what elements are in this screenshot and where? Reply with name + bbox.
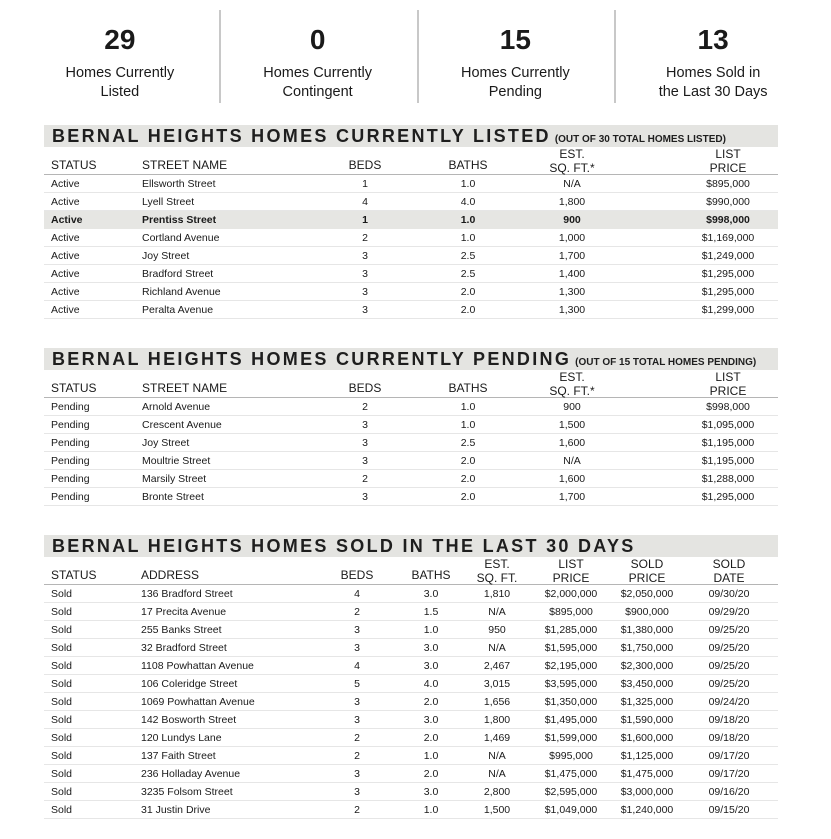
cell-baths: 2.0 xyxy=(423,696,439,708)
cell-status: Active xyxy=(51,268,80,280)
header-sqft-line1: EST. xyxy=(559,147,585,161)
header-sqft xyxy=(477,557,518,585)
cell-beds: 3 xyxy=(354,696,360,708)
cell-list: $1,595,000 xyxy=(544,642,598,654)
table-row xyxy=(44,416,778,434)
table-row xyxy=(44,283,778,301)
cell-date: 09/25/20 xyxy=(708,624,750,636)
table-row xyxy=(44,801,778,819)
cell-street: Moultrie Street xyxy=(142,455,211,467)
cell-list: $2,595,000 xyxy=(544,786,598,798)
cell-beds: 3 xyxy=(362,491,368,503)
cell-sqft: 1,810 xyxy=(483,588,511,600)
stat-number: 13 xyxy=(697,24,729,55)
table-header xyxy=(44,147,778,175)
cell-beds: 3 xyxy=(362,455,368,467)
cell-sqft: 1,600 xyxy=(558,437,586,449)
section-title-text: BERNAL HEIGHTS HOMES SOLD IN THE LAST 30 DAYS xyxy=(52,536,636,556)
cell-beds: 2 xyxy=(354,606,360,618)
cell-sqft: 900 xyxy=(563,401,581,413)
table-row xyxy=(44,193,778,211)
cell-sqft: N/A xyxy=(488,750,506,762)
cell-status: Sold xyxy=(51,750,73,762)
cell-list: $1,599,000 xyxy=(544,732,598,744)
cell-sqft: 1,700 xyxy=(558,491,586,503)
cell-sold: $1,380,000 xyxy=(620,624,674,636)
cell-status: Sold xyxy=(51,714,73,726)
cell-baths: 4.0 xyxy=(423,678,439,690)
table-row xyxy=(44,621,778,639)
section-title-text: BERNAL HEIGHTS HOMES CURRENTLY LISTED xyxy=(52,126,551,146)
header-baths: BATHS xyxy=(411,568,451,582)
cell-sqft: 1,500 xyxy=(483,804,511,816)
table-row xyxy=(44,747,778,765)
cell-status: Sold xyxy=(51,768,73,780)
cell-beds: 3 xyxy=(362,286,368,298)
stat-number: 29 xyxy=(104,24,136,55)
cell-baths: 3.0 xyxy=(423,588,439,600)
stat-label-line2: Pending xyxy=(488,84,542,100)
cell-status: Pending xyxy=(51,473,90,485)
cell-street: Joy Street xyxy=(142,437,190,449)
listed-section xyxy=(44,125,778,319)
table-row xyxy=(44,488,778,506)
stat-label-line2: the Last 30 Days xyxy=(658,84,768,100)
cell-list: $2,000,000 xyxy=(544,588,598,600)
table-row xyxy=(44,693,778,711)
cell-baths: 2.0 xyxy=(423,732,439,744)
cell-date: 09/25/20 xyxy=(708,660,750,672)
cell-list: $1,350,000 xyxy=(544,696,598,708)
cell-beds: 2 xyxy=(354,732,360,744)
cell-baths: 2.0 xyxy=(460,286,476,298)
header-price-line1: LIST xyxy=(715,370,741,384)
cell-status: Active xyxy=(51,178,80,190)
cell-date: 09/24/20 xyxy=(708,696,750,708)
table-row xyxy=(44,247,778,265)
table-row xyxy=(44,585,778,603)
cell-price: $1,295,000 xyxy=(701,286,755,298)
table-row xyxy=(44,452,778,470)
table-row xyxy=(44,729,778,747)
cell-date: 09/30/20 xyxy=(708,588,750,600)
stat-number: 15 xyxy=(499,24,531,55)
cell-price: $1,295,000 xyxy=(701,491,755,503)
table-header xyxy=(44,557,778,585)
sold-section xyxy=(44,535,778,819)
summary-stats xyxy=(21,10,812,103)
cell-baths: 3.0 xyxy=(423,714,439,726)
cell-date: 09/17/20 xyxy=(708,768,750,780)
stat-pending xyxy=(417,10,615,103)
stat-label-line1: Homes Currently xyxy=(65,65,175,81)
header-beds: BEDS xyxy=(340,568,374,582)
cell-status: Sold xyxy=(51,642,73,654)
cell-price: $990,000 xyxy=(706,196,750,208)
cell-beds: 4 xyxy=(354,588,360,600)
cell-baths: 2.5 xyxy=(460,250,476,262)
cell-beds: 3 xyxy=(362,250,368,262)
cell-baths: 1.0 xyxy=(460,214,476,226)
cell-sqft: N/A xyxy=(563,178,581,190)
cell-sold: $3,000,000 xyxy=(620,786,674,798)
cell-sold: $1,325,000 xyxy=(620,696,674,708)
cell-price: $1,195,000 xyxy=(701,437,755,449)
table-row xyxy=(44,175,778,193)
cell-street: Arnold Avenue xyxy=(142,401,211,413)
cell-status: Active xyxy=(51,232,80,244)
cell-beds: 1 xyxy=(362,178,368,190)
header-beds: BEDS xyxy=(348,158,382,172)
header-sqft xyxy=(549,147,594,175)
stat-contingent xyxy=(219,10,417,103)
header-price-line2: PRICE xyxy=(709,161,747,175)
header-status: STATUS xyxy=(51,158,97,172)
cell-status: Active xyxy=(51,214,83,226)
cell-sqft: N/A xyxy=(563,455,581,467)
cell-date: 09/15/20 xyxy=(708,804,750,816)
cell-baths: 2.0 xyxy=(460,491,476,503)
cell-address: 1069 Powhattan Avenue xyxy=(141,696,255,708)
cell-address: 106 Coleridge Street xyxy=(141,678,238,690)
cell-address: 32 Bradford Street xyxy=(141,642,227,654)
cell-sold: $900,000 xyxy=(625,606,669,618)
cell-sqft: 1,300 xyxy=(558,304,586,316)
cell-beds: 3 xyxy=(354,768,360,780)
cell-sqft: 900 xyxy=(563,214,581,226)
cell-sold: $2,300,000 xyxy=(620,660,674,672)
cell-date: 09/25/20 xyxy=(708,678,750,690)
cell-beds: 1 xyxy=(362,214,368,226)
cell-beds: 3 xyxy=(362,268,368,280)
section-title xyxy=(44,348,778,370)
table-row xyxy=(44,639,778,657)
cell-beds: 2 xyxy=(362,232,368,244)
cell-price: $1,169,000 xyxy=(701,232,755,244)
cell-beds: 3 xyxy=(362,304,368,316)
cell-status: Pending xyxy=(51,419,90,431)
cell-street: Crescent Avenue xyxy=(142,419,222,431)
header-sqft-line2: SQ. FT. xyxy=(476,571,518,585)
table-row xyxy=(44,301,778,319)
cell-baths: 2.0 xyxy=(460,304,476,316)
cell-date: 09/18/20 xyxy=(708,732,750,744)
cell-baths: 1.5 xyxy=(423,606,439,618)
cell-beds: 3 xyxy=(354,624,360,636)
header-sqft-line1: EST. xyxy=(559,370,585,384)
cell-date: 09/29/20 xyxy=(708,606,750,618)
cell-price: $1,249,000 xyxy=(701,250,755,262)
cell-beds: 4 xyxy=(354,660,360,672)
cell-sold: $1,750,000 xyxy=(620,642,674,654)
header-list-line1: LIST xyxy=(558,557,584,571)
cell-sqft: 3,015 xyxy=(483,678,511,690)
cell-status: Sold xyxy=(51,786,73,798)
cell-baths: 2.0 xyxy=(460,473,476,485)
cell-baths: 1.0 xyxy=(460,178,476,190)
cell-sold: $3,450,000 xyxy=(620,678,674,690)
cell-sqft: 950 xyxy=(488,624,506,636)
cell-sqft: N/A xyxy=(488,642,506,654)
section-title xyxy=(44,535,778,557)
cell-sold: $1,590,000 xyxy=(620,714,674,726)
section-subtitle: (OUT OF 30 TOTAL HOMES LISTED) xyxy=(554,134,726,145)
header-sqft-line2: SQ. FT.* xyxy=(549,161,595,175)
header-street: STREET NAME xyxy=(142,381,228,395)
cell-status: Active xyxy=(51,250,80,262)
header-sold-date xyxy=(713,557,746,585)
cell-status: Pending xyxy=(51,491,90,503)
stat-label-line2: Listed xyxy=(100,84,140,100)
cell-date: 09/25/20 xyxy=(708,642,750,654)
cell-list: $995,000 xyxy=(549,750,593,762)
cell-beds: 3 xyxy=(362,437,368,449)
table-row xyxy=(44,657,778,675)
table-row xyxy=(44,398,778,416)
cell-sqft: 1,700 xyxy=(558,250,586,262)
cell-price: $1,295,000 xyxy=(701,268,755,280)
header-sqft xyxy=(549,370,594,398)
sold-rows xyxy=(44,585,778,819)
cell-baths: 2.5 xyxy=(460,437,476,449)
cell-sqft: N/A xyxy=(488,606,506,618)
header-baths: BATHS xyxy=(448,158,488,172)
stat-label-line1: Homes Currently xyxy=(460,65,570,81)
cell-sqft: 1,800 xyxy=(483,714,511,726)
cell-baths: 1.0 xyxy=(460,401,476,413)
table-row xyxy=(44,434,778,452)
cell-status: Sold xyxy=(51,804,73,816)
cell-status: Sold xyxy=(51,732,73,744)
table-header xyxy=(44,370,778,398)
cell-price: $1,288,000 xyxy=(701,473,755,485)
stat-label-line1: Homes Currently xyxy=(263,65,373,81)
table-row xyxy=(44,711,778,729)
table-row xyxy=(44,470,778,488)
table-row xyxy=(44,229,778,247)
cell-baths: 1.0 xyxy=(423,750,439,762)
stat-label-line2: Contingent xyxy=(282,84,353,100)
cell-date: 09/16/20 xyxy=(708,786,750,798)
cell-list: $1,049,000 xyxy=(544,804,598,816)
cell-street: Richland Avenue xyxy=(142,286,221,298)
cell-baths: 2.0 xyxy=(460,455,476,467)
cell-sqft: N/A xyxy=(488,768,506,780)
header-list-price xyxy=(710,147,747,175)
stat-listed xyxy=(21,10,219,103)
cell-sqft: 1,300 xyxy=(558,286,586,298)
cell-sqft: 2,467 xyxy=(483,660,511,672)
header-sold-line1: SOLD xyxy=(630,557,664,571)
header-address: ADDRESS xyxy=(141,568,200,582)
cell-date: 09/18/20 xyxy=(708,714,750,726)
cell-beds: 5 xyxy=(354,678,360,690)
table-row xyxy=(44,211,778,229)
cell-price: $1,299,000 xyxy=(701,304,755,316)
cell-status: Active xyxy=(51,286,80,298)
cell-sqft: 1,500 xyxy=(558,419,586,431)
section-title-text: BERNAL HEIGHTS HOMES CURRENTLY PENDING xyxy=(52,349,572,369)
cell-beds: 4 xyxy=(362,196,368,208)
section-title xyxy=(44,125,778,147)
cell-list: $3,595,000 xyxy=(544,678,598,690)
cell-street: Lyell Street xyxy=(142,196,195,208)
cell-status: Sold xyxy=(51,696,73,708)
cell-street: Peralta Avenue xyxy=(142,304,214,316)
cell-sqft: 1,000 xyxy=(558,232,586,244)
cell-address: 255 Banks Street xyxy=(141,624,222,636)
cell-baths: 1.0 xyxy=(423,624,439,636)
cell-status: Sold xyxy=(51,624,73,636)
cell-address: 1108 Powhattan Avenue xyxy=(141,660,254,672)
cell-price: $1,195,000 xyxy=(701,455,755,467)
cell-beds: 2 xyxy=(362,473,368,485)
cell-beds: 3 xyxy=(354,642,360,654)
header-price-line2: PRICE xyxy=(709,384,747,398)
header-beds: BEDS xyxy=(348,381,382,395)
cell-status: Sold xyxy=(51,588,73,600)
pending-rows xyxy=(44,398,778,506)
cell-list: $2,195,000 xyxy=(544,660,598,672)
stat-number: 0 xyxy=(309,24,326,55)
header-list-price xyxy=(553,557,590,585)
cell-sqft: 1,656 xyxy=(483,696,511,708)
listed-rows xyxy=(44,175,778,319)
header-street: STREET NAME xyxy=(142,158,228,172)
cell-beds: 3 xyxy=(354,714,360,726)
section-subtitle: (OUT OF 15 TOTAL HOMES PENDING) xyxy=(575,357,757,368)
header-sqft-line2: SQ. FT.* xyxy=(549,384,595,398)
cell-baths: 1.0 xyxy=(460,232,476,244)
cell-baths: 3.0 xyxy=(423,660,439,672)
cell-baths: 3.0 xyxy=(423,786,439,798)
cell-status: Active xyxy=(51,196,80,208)
table-row xyxy=(44,765,778,783)
table-row xyxy=(44,603,778,621)
cell-sold: $1,240,000 xyxy=(620,804,674,816)
cell-address: 17 Precita Avenue xyxy=(141,606,227,618)
header-date-line1: SOLD xyxy=(712,557,746,571)
cell-price: $1,095,000 xyxy=(701,419,755,431)
cell-street: Joy Street xyxy=(142,250,190,262)
cell-street: Marsily Street xyxy=(142,473,207,485)
cell-sqft: 1,400 xyxy=(558,268,586,280)
cell-price: $895,000 xyxy=(706,178,750,190)
cell-status: Pending xyxy=(51,401,90,413)
cell-sold: $1,600,000 xyxy=(620,732,674,744)
cell-street: Prentiss Street xyxy=(142,214,217,226)
cell-status: Sold xyxy=(51,606,73,618)
header-list-price xyxy=(710,370,747,398)
cell-list: $1,495,000 xyxy=(544,714,598,726)
header-sqft-line1: EST. xyxy=(484,557,510,571)
cell-status: Active xyxy=(51,304,80,316)
header-sold-price xyxy=(629,557,666,585)
header-status: STATUS xyxy=(51,381,97,395)
header-baths: BATHS xyxy=(448,381,488,395)
cell-price: $998,000 xyxy=(706,401,750,413)
header-list-line2: PRICE xyxy=(552,571,590,585)
cell-address: 3235 Folsom Street xyxy=(141,786,233,798)
cell-sold: $1,125,000 xyxy=(620,750,674,762)
cell-address: 120 Lundys Lane xyxy=(141,732,222,744)
header-sold-line2: PRICE xyxy=(628,571,666,585)
cell-sqft: 1,469 xyxy=(483,732,511,744)
cell-date: 09/17/20 xyxy=(708,750,750,762)
cell-sqft: 1,600 xyxy=(558,473,586,485)
table-row xyxy=(44,783,778,801)
cell-street: Bradford Street xyxy=(142,268,214,280)
header-price-line1: LIST xyxy=(715,147,741,161)
cell-sqft: 1,800 xyxy=(558,196,586,208)
stat-label-line1: Homes Sold in xyxy=(665,65,761,81)
pending-section xyxy=(44,348,778,506)
cell-address: 137 Faith Street xyxy=(141,750,216,762)
stat-sold xyxy=(614,10,812,103)
cell-list: $1,475,000 xyxy=(544,768,598,780)
cell-address: 142 Bosworth Street xyxy=(141,714,237,726)
cell-beds: 3 xyxy=(354,786,360,798)
cell-status: Pending xyxy=(51,455,90,467)
cell-price: $998,000 xyxy=(706,214,750,226)
cell-list: $1,285,000 xyxy=(544,624,598,636)
cell-beds: 2 xyxy=(354,804,360,816)
cell-beds: 2 xyxy=(362,401,368,413)
cell-beds: 2 xyxy=(354,750,360,762)
cell-address: 236 Holladay Avenue xyxy=(141,768,241,780)
cell-baths: 4.0 xyxy=(460,196,476,208)
cell-baths: 3.0 xyxy=(423,642,439,654)
cell-street: Bronte Street xyxy=(142,491,204,503)
cell-sold: $2,050,000 xyxy=(620,588,674,600)
cell-status: Sold xyxy=(51,678,73,690)
cell-list: $895,000 xyxy=(549,606,593,618)
table-row xyxy=(44,675,778,693)
cell-beds: 3 xyxy=(362,419,368,431)
cell-status: Pending xyxy=(51,437,90,449)
cell-baths: 2.0 xyxy=(423,768,439,780)
cell-baths: 1.0 xyxy=(460,419,476,431)
cell-baths: 1.0 xyxy=(423,804,439,816)
header-status: STATUS xyxy=(51,568,97,582)
cell-street: Ellsworth Street xyxy=(142,178,216,190)
cell-sold: $1,475,000 xyxy=(620,768,674,780)
header-date-line2: DATE xyxy=(713,571,745,585)
cell-sqft: 2,800 xyxy=(483,786,511,798)
table-row xyxy=(44,265,778,283)
cell-baths: 2.5 xyxy=(460,268,476,280)
cell-status: Sold xyxy=(51,660,73,672)
cell-street: Cortland Avenue xyxy=(142,232,220,244)
cell-address: 31 Justin Drive xyxy=(141,804,211,816)
cell-address: 136 Bradford Street xyxy=(141,588,233,600)
